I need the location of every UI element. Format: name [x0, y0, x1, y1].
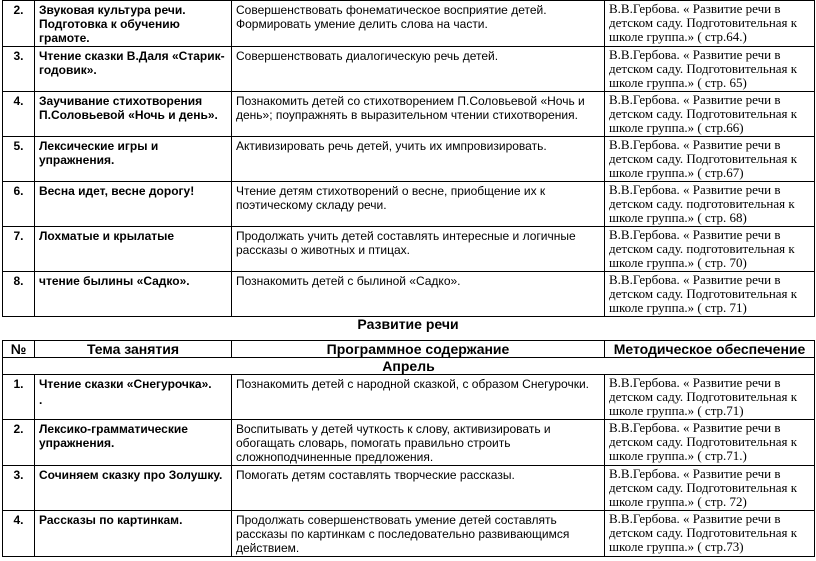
lesson-plan-table-april	[2, 340, 815, 557]
lesson-topic: Лексические игры и упражнения.	[35, 137, 232, 182]
row-number: 7.	[3, 227, 35, 272]
lesson-topic: Лексико-грамматические упражнения.	[35, 420, 232, 466]
program-content: Продолжать совершенствовать умение детей составлять рассказы по картинкам с последовательно развивающимся действием.	[232, 511, 605, 557]
table-row	[3, 466, 815, 511]
table-row	[3, 1, 815, 47]
row-number: 3.	[3, 47, 35, 92]
method-reference: В.В.Гербова. « Развитие речи в детском саду. Подготовительная к школе группа.» ( стр.66)	[605, 92, 815, 137]
row-number: 1.	[3, 375, 35, 420]
method-reference: В.В.Гербова. « Развитие речи в детском саду. Подготовительная к школе группа.» ( стр. 71)	[605, 272, 815, 317]
lesson-topic: Сочиняем сказку про Золушку.	[35, 466, 232, 511]
table-row	[3, 420, 815, 466]
program-content: Совершенствовать диалогическую речь детей.	[232, 47, 605, 92]
row-number: 5.	[3, 137, 35, 182]
lesson-topic: Заучивание стихотворения П.Соловьевой «Ночь и день».	[35, 92, 232, 137]
table-row	[3, 272, 815, 317]
row-number: 8.	[3, 272, 35, 317]
row-number: 4.	[3, 511, 35, 557]
row-number: 2.	[3, 1, 35, 47]
row-number: 3.	[3, 466, 35, 511]
method-reference: В.В.Гербова. « Развитие речи в детском саду. Подготовительная к школе группа.» ( стр.64.)	[605, 1, 815, 47]
lesson-topic: Чтение сказки В.Даля «Старик-годовик».	[35, 47, 232, 92]
table-row	[3, 375, 815, 420]
month-row	[3, 358, 815, 375]
table-header-row	[3, 341, 815, 358]
table-row	[3, 47, 815, 92]
method-reference: В.В.Гербова. « Развитие речи в детском саду. подготовительная к школе группа.» ( стр. 68)	[605, 182, 815, 227]
method-reference: В.В.Гербова. « Развитие речи в детском саду. Подготовительная к школе группа.» ( стр.71)	[605, 375, 815, 420]
header-content: Программное содержание	[232, 341, 605, 358]
program-content: Познакомить детей с былиной «Садко».	[232, 272, 605, 317]
lesson-topic: Рассказы по картинкам.	[35, 511, 232, 557]
program-content: Воспитывать у детей чуткость к слову, активизировать и обогащать словарь, помогать правильно строить сложноподчиненные предложения.	[232, 420, 605, 466]
program-content: Познакомить детей со стихотворением П.Соловьевой «Ночь и день»; поупражнять в выразительном чтении стихотворения.	[232, 92, 605, 137]
row-number: 6.	[3, 182, 35, 227]
header-method: Методическое обеспечение	[605, 341, 815, 358]
method-reference: В.В.Гербова. « Развитие речи в детском саду. Подготовительная к школе группа.» ( стр. 65)	[605, 47, 815, 92]
stray-dot: .	[39, 393, 43, 407]
section-title: Развитие речи	[357, 316, 459, 332]
row-number: 4.	[3, 92, 35, 137]
method-reference: В.В.Гербова. « Развитие речи в детском саду. Подготовительная к школе группа.» ( стр.71.)	[605, 420, 815, 466]
table-row	[3, 182, 815, 227]
method-reference: В.В.Гербова. « Развитие речи в детском саду. подготовительная к школе группа.» ( стр. 70)	[605, 227, 815, 272]
row-number: 2.	[3, 420, 35, 466]
program-content: Помогать детям составлять творческие рассказы.	[232, 466, 605, 511]
month-label: Апрель	[3, 358, 815, 375]
table-row	[3, 511, 815, 557]
table-row	[3, 227, 815, 272]
program-content: Продолжать учить детей составлять интересные и логичные рассказы о животных и птицах.	[232, 227, 605, 272]
lesson-topic: Лохматые и крылатые	[35, 227, 232, 272]
method-reference: В.В.Гербова. « Развитие речи в детском саду. Подготовительная к школе группа.» ( стр.73)	[605, 511, 815, 557]
lesson-topic-text: Чтение сказки «Снегурочка».	[39, 377, 212, 391]
lesson-plan-table-continued	[2, 0, 815, 317]
lesson-topic: Звуковая культура речи. Подготовка к обучению грамоте.	[35, 1, 232, 47]
program-content: Активизировать речь детей, учить их импровизировать.	[232, 137, 605, 182]
table-row	[3, 137, 815, 182]
method-reference: В.В.Гербова. « Развитие речи в детском саду. Подготовительная к школе группа.» ( стр.67)	[605, 137, 815, 182]
method-reference: В.В.Гербова. « Развитие речи в детском саду. Подготовительная к школе группа.» ( стр. 72)	[605, 466, 815, 511]
lesson-topic: Весна идет, весне дорогу!	[35, 182, 232, 227]
header-number: №	[3, 341, 35, 358]
program-content: Познакомить детей с народной сказкой, с образом Снегурочки.	[232, 375, 605, 420]
program-content: Совершенствовать фонематическое восприятие детей. Формировать умение делить слова на части.	[232, 1, 605, 47]
lesson-topic: чтение былины «Садко».	[35, 272, 232, 317]
lesson-topic	[35, 375, 232, 420]
program-content: Чтение детям стихотворений о весне, приобщение их к поэтическому складу речи.	[232, 182, 605, 227]
table-row	[3, 92, 815, 137]
header-topic: Тема занятия	[35, 341, 232, 358]
